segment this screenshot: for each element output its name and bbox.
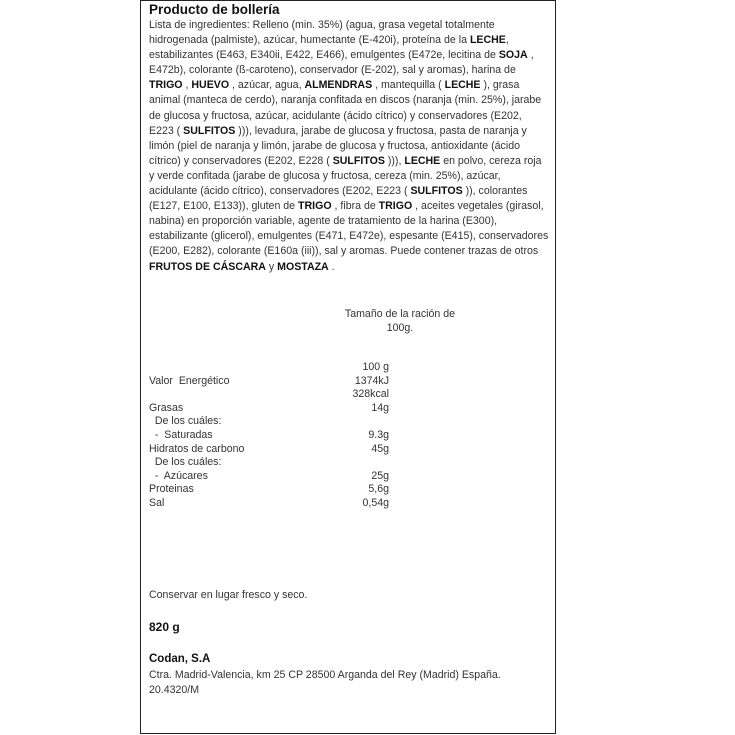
nutrition-row	[149, 497, 449, 511]
ingredient-text: ), grasa animal (manteca de cerdo), naranja confitada en discos (naranja (min. 25%), jarabe de glucosa y fructosa, azúcar, acidulante (ácido cítrico) y conservadores (E202, E223 (	[149, 79, 542, 137]
nutrient-value: 25g	[371, 469, 389, 482]
nutrient-value: 9.3g	[368, 428, 389, 441]
ingredient-text: en polvo, cereza roja y verde confitada (jarabe de glucosa y fructosa, cereza (min. 25%), azúcar, acidulante (ácido cítrico), conservadores (E202, E223 (	[149, 154, 542, 198]
ingredient-text: , mantequilla (	[372, 79, 445, 92]
nutrient-label: - Saturadas	[149, 428, 213, 441]
ingredient-text: , aceites vegetales (girasol, nabina) en proporción variable, agente de tratamiento de la harina (E300), estabilizante (glicerol), emulgentes (E471, E472e), espesante (E415), conservadores (E200, E282), colorante (E160a (iii)), sal y aromas. Puede contener trazas de otros	[149, 200, 549, 258]
allergen: SULFITOS	[332, 154, 385, 167]
allergen: SOJA	[498, 49, 528, 62]
ingredient-text: , estabilizantes (E463, E340ii, E422, E466), emulgentes (E472e, lecitina de	[149, 34, 509, 62]
nutrient-value: 0,54g	[362, 496, 389, 509]
nutrient-value: 1374kJ	[354, 374, 389, 387]
ingredient-text: , azúcar, agua,	[229, 79, 305, 92]
nutrient-label: Proteinas	[149, 483, 194, 496]
nutrition-row	[149, 388, 449, 402]
nutrient-label: Grasas	[149, 401, 184, 414]
nutrition-row	[149, 483, 449, 497]
ingredient-text: .	[328, 260, 335, 273]
nutrient-label: De los cuáles:	[149, 415, 222, 428]
nutrition-table	[149, 361, 449, 511]
ingredient-text: y	[265, 260, 278, 273]
allergen: LECHE	[404, 154, 441, 167]
allergen: HUEVO	[191, 79, 230, 92]
nutrition-row	[149, 402, 449, 416]
serving-label: Tamaño de la ración de	[344, 308, 456, 320]
allergen: TRIGO	[149, 79, 183, 92]
nutrient-label: Valor Energético	[149, 374, 230, 387]
nutrient-label: - Azúcares	[149, 469, 208, 482]
serving-size	[300, 308, 500, 335]
nutrient-value: 5,6g	[368, 483, 389, 496]
nutrition-row	[149, 456, 449, 470]
nutrition-row	[149, 470, 449, 484]
ingredient-text: , fibra de	[331, 200, 379, 213]
manufacturer-registry: 20.4320/M	[149, 684, 200, 696]
nutrition-row	[149, 361, 449, 375]
ingredient-text: ,	[182, 79, 192, 92]
allergen: FRUTOS DE CÁSCARA	[149, 260, 266, 273]
allergen: SULFITOS	[183, 124, 236, 137]
nutrient-label: De los cuáles:	[149, 456, 222, 469]
manufacturer-block	[149, 652, 501, 699]
nutrition-row	[149, 375, 449, 389]
allergen: ALMENDRAS	[304, 79, 373, 92]
storage-instructions: Conservar en lugar fresco y seco.	[149, 589, 308, 601]
allergen: LECHE	[444, 79, 481, 92]
nutrition-row	[149, 429, 449, 443]
ingredient-text: ))), levadura, jarabe de glucosa y fructosa, pasta de naranja y limón (piel de naranja y limón, jarabe de glucosa y fructosa, antioxidante (ácido cítrico) y conservadores (E202, E228 (	[149, 124, 527, 167]
ingredient-text: Relleno (min. 35%) (agua, grasa vegetal totalmente hidrogenada (palmiste), azúcar, humectante (E-420i), proteína de la	[149, 19, 495, 47]
allergen: SULFITOS	[410, 185, 463, 198]
ingredient-text: ))),	[384, 154, 405, 167]
allergen: MOSTAZA	[277, 260, 329, 273]
allergen: TRIGO	[298, 200, 332, 213]
ingredients-label: Lista de ingredientes:	[149, 19, 250, 31]
allergen: LECHE	[469, 34, 506, 47]
nutrition-row	[149, 443, 449, 457]
nutrition-row	[149, 415, 449, 429]
manufacturer-name: Codan, S.A	[149, 653, 211, 665]
ingredients-body	[149, 19, 548, 273]
nutrient-label: Hidratos de carbono	[149, 442, 245, 455]
nutrient-value: 328kcal	[352, 388, 389, 401]
ingredient-text: , E472b), colorante (ß-caroteno), conservador (E-202), sal y aromas), harina de	[149, 49, 534, 77]
manufacturer-address: Ctra. Madrid-Valencia, km 25 CP 28500 Arganda del Rey (Madrid) España.	[149, 668, 501, 681]
allergen: TRIGO	[378, 200, 413, 213]
nutrient-label: Sal	[149, 496, 165, 509]
serving-value: 100g.	[386, 321, 414, 334]
nutrient-value: 45g	[371, 442, 389, 455]
product-title: Producto de bollería	[149, 2, 280, 17]
net-weight: 820 g	[149, 620, 180, 634]
nutrient-value: 100 g	[362, 361, 389, 373]
ingredients-list	[149, 18, 549, 275]
ingredient-text: )), colorantes (E127, E100, E133)), gluten de	[149, 185, 528, 213]
nutrient-value: 14g	[371, 401, 389, 414]
